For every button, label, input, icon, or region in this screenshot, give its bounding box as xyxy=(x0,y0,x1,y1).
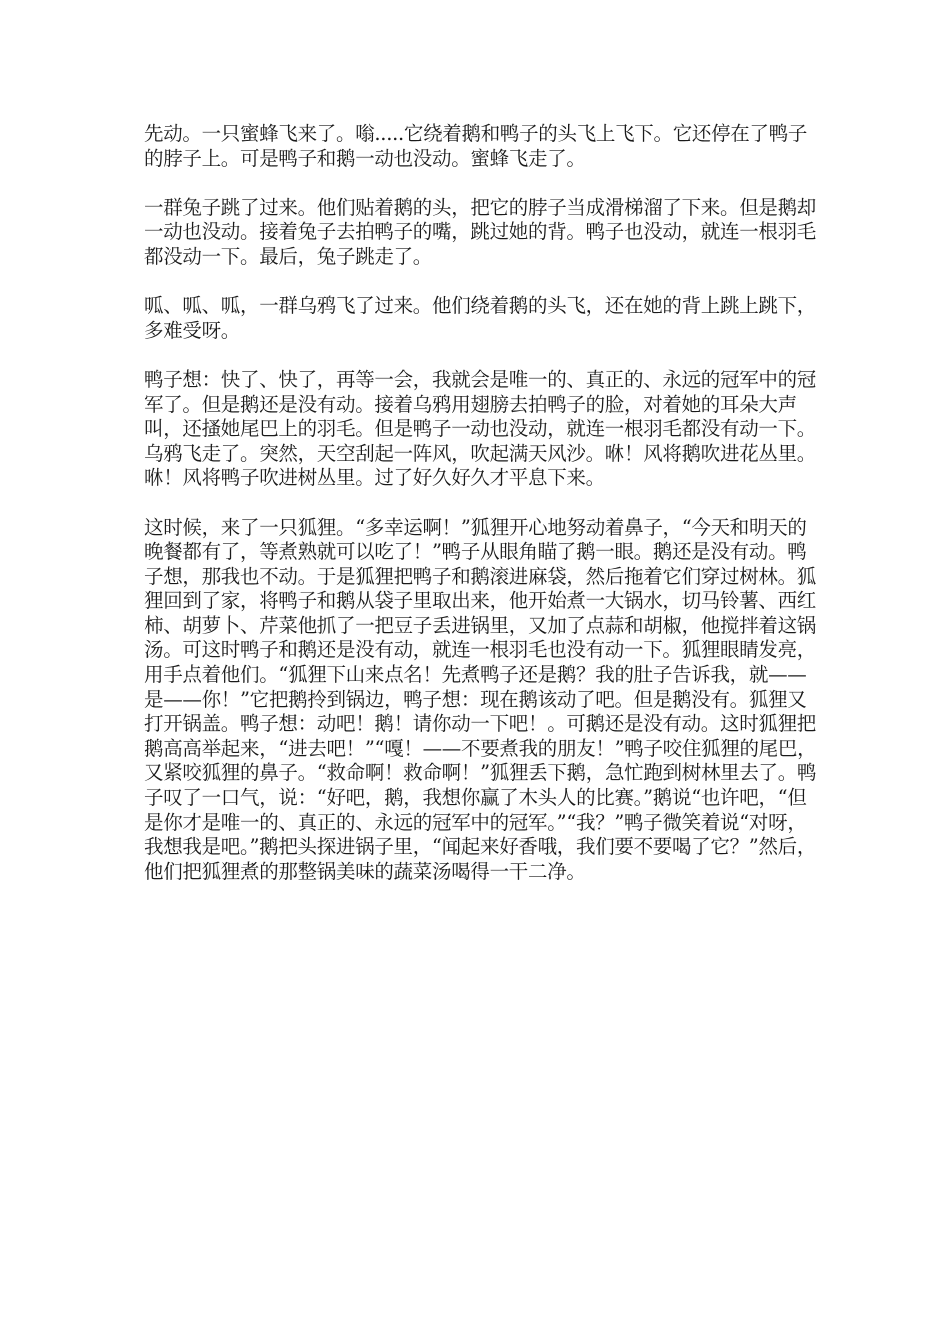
paragraph-crows: 呱、呱、呱，一群乌鸦飞了过来。他们绕着鹅的头飞，还在她的背上跳上跳下，多难受呀。 xyxy=(144,294,817,342)
story-text xyxy=(144,122,820,909)
paragraph-bee: 先动。一只蜜蜂飞来了。嗡.....它绕着鹅和鸭子的头飞上飞下。它还停在了鸭子的脖子上。可是鸭子和鹅一动也没动。蜜蜂飞走了。 xyxy=(144,122,808,170)
paragraph-duck-thinks: 鸭子想：快了、快了，再等一会，我就会是唯一的、真正的、永远的冠军中的冠军了。但是鹅还是没有动。接着乌鸦用翅膀去拍鸭子的脸，对着她的耳朵大声叫，还搔她尾巴上的羽毛。但是鸭子一动也没动，就连一根羽毛都没有动一下。乌鸦飞走了。突然，天空刮起一阵风，吹起满天风沙。咻！风将鹅吹进花丛里。咻！风将鸭子吹进树丛里。过了好久好久才平息下来。 xyxy=(144,367,817,490)
paragraph-fox: 这时候，来了一只狐狸。“多幸运啊！”狐狸开心地努动着鼻子，“今天和明天的晚餐都有了，等煮熟就可以吃了！”鸭子从眼角瞄了鹅一眼。鹅还是没有动。鸭子想，那我也不动。于是狐狸把鸭子和鹅滚进麻袋，然后拖着它们穿过树林。狐狸回到了家，将鸭子和鹅从袋子里取出来，他开始煮一大锅水，切马铃薯、西红柿、胡萝卜、芹菜他抓了一把豆子丢进锅里，又加了点蒜和胡椒，他搅拌着这锅汤。可这时鸭子和鹅还是没有动，就连一根羽毛也没有动一下。狐狸眼睛发亮，用手点着他们。“狐狸下山来点名！先煮鸭子还是鹅？我的肚子告诉我，就——是——你！”它把鹅拎到锅边，鸭子想：现在鹅该动了吧。但是鹅没有。狐狸又打开锅盖。鸭子想：动吧！鹅！请你动一下吧！。可鹅还是没有动。这时狐狸把鹅高高举起来，“进去吧！”“嘎！——不要煮我的朋友！”鸭子咬住狐狸的尾巴，又紧咬狐狸的鼻子。“救命啊！救命啊！”狐狸丢下鹅，急忙跑到树林里去了。鸭子叹了一口气，说：“好吧，鹅，我想你赢了木头人的比赛。”鹅说“也许吧，“但是你才是唯一的、真正的、永远的冠军中的冠军。”“我？”鸭子微笑着说“对呀，我想我是吧。”鹅把头探进锅子里，“闻起来好香哦，我们要不要喝了它？”然后，他们把狐狸煮的那整锅美味的蔬菜汤喝得一干二净。 xyxy=(144,515,817,883)
paragraph-rabbits: 一群兔子跳了过来。他们贴着鹅的头，把它的脖子当成滑梯溜了下来。但是鹅却一动也没动。接着兔子去拍鸭子的嘴，跳过她的背。鸭子也没动，就连一根羽毛都没动一下。最后，兔子跳走了。 xyxy=(144,195,817,268)
